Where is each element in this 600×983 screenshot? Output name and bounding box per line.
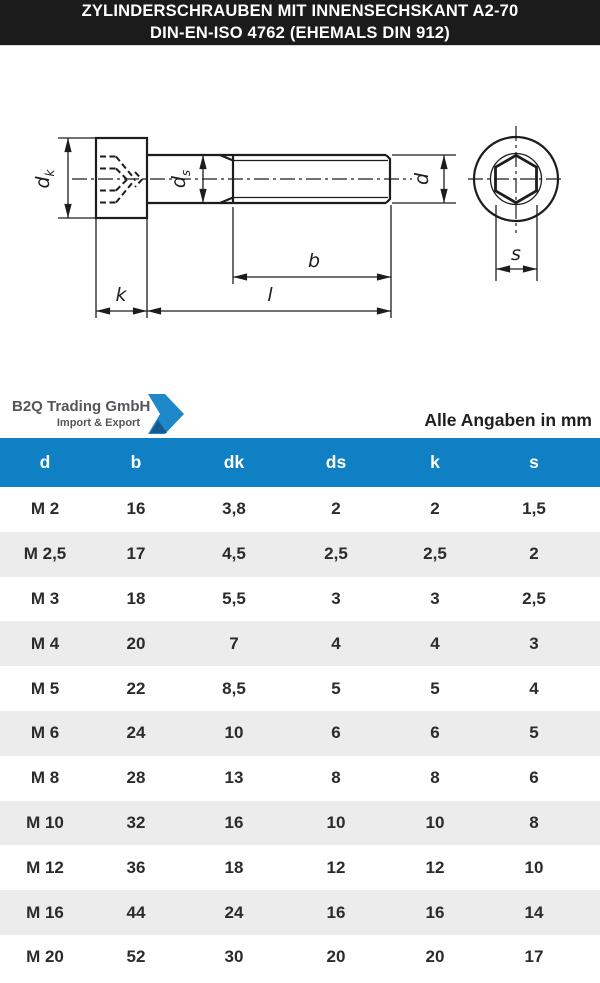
cell-d: M 4 xyxy=(30,633,60,653)
cell-dk: 3,8 xyxy=(222,499,246,519)
cell-ds: 6 xyxy=(331,723,341,743)
technical-drawing xyxy=(0,45,600,393)
cell-dk: 4,5 xyxy=(222,544,246,564)
table-row xyxy=(0,577,600,622)
cell-s: 4 xyxy=(529,678,539,698)
cell-dk: 5,5 xyxy=(222,588,246,608)
cell-k: 8 xyxy=(430,768,440,788)
svg-text:b: b xyxy=(307,250,321,272)
cell-ds: 2,5 xyxy=(324,544,348,564)
table-row xyxy=(0,935,600,980)
column-header-ds: ds xyxy=(325,452,347,472)
cell-dk: 13 xyxy=(224,768,244,788)
cell-b: 44 xyxy=(126,902,146,922)
table-row xyxy=(0,666,600,711)
title-line-1: ZYLINDERSCHRAUBEN MIT INNENSECHSKANT A2-70 xyxy=(81,2,519,21)
table-row xyxy=(0,845,600,890)
cell-b: 22 xyxy=(126,678,146,698)
column-header-k: k xyxy=(430,452,440,472)
cell-d: M 2 xyxy=(30,499,60,519)
cell-d: M 16 xyxy=(26,902,64,922)
svg-text:s: s xyxy=(511,243,521,265)
column-header-dk: dk xyxy=(223,452,245,472)
table-row xyxy=(0,487,600,532)
cell-s: 8 xyxy=(529,812,539,832)
cell-s: 5 xyxy=(529,723,539,743)
svg-text:l: l xyxy=(267,284,273,306)
table-body xyxy=(0,487,600,980)
cell-ds: 5 xyxy=(331,678,341,698)
cell-s: 1,5 xyxy=(522,499,546,519)
cell-ds: 16 xyxy=(326,902,346,922)
cell-k: 5 xyxy=(430,678,440,698)
svg-text:k: k xyxy=(115,284,127,306)
cell-d: M 6 xyxy=(30,723,60,743)
cell-d: M 3 xyxy=(30,588,60,608)
cell-dk: 16 xyxy=(224,812,244,832)
units-note: Alle Angaben in mm xyxy=(424,410,592,430)
svg-text:d: d xyxy=(411,172,433,186)
screw-side-view xyxy=(72,138,412,218)
cell-k: 16 xyxy=(425,902,445,922)
cell-d: M 2,5 xyxy=(23,544,67,564)
cell-b: 28 xyxy=(126,768,146,788)
title-banner xyxy=(0,0,600,46)
cell-k: 10 xyxy=(425,812,445,832)
cell-ds: 3 xyxy=(331,588,341,608)
cell-k: 2,5 xyxy=(423,544,447,564)
dimension-d xyxy=(392,155,456,203)
svg-text:ds: $d_s$ xyxy=(168,169,193,189)
cell-s: 3 xyxy=(529,633,539,653)
column-header-d: d xyxy=(39,452,51,472)
cell-dk: 10 xyxy=(224,723,244,743)
cell-dk: 30 xyxy=(224,947,244,967)
cell-k: 20 xyxy=(425,947,445,967)
cell-ds: 10 xyxy=(326,812,346,832)
cell-d: M 20 xyxy=(26,947,64,967)
table-row xyxy=(0,890,600,935)
cell-s: 2,5 xyxy=(522,588,546,608)
cell-d: M 5 xyxy=(30,678,60,698)
column-header-s: s xyxy=(529,452,539,472)
logo-tagline: Import & Export xyxy=(56,417,140,429)
cell-b: 17 xyxy=(126,544,146,564)
logo xyxy=(12,398,151,429)
cell-b: 20 xyxy=(126,633,146,653)
cell-b: 32 xyxy=(126,812,146,832)
dimension-table xyxy=(0,438,600,980)
cell-b: 24 xyxy=(126,723,146,743)
dimension-k-l xyxy=(96,218,391,318)
cell-d: M 8 xyxy=(30,768,60,788)
screw-end-view xyxy=(468,126,564,233)
cell-k: 6 xyxy=(430,723,440,743)
cell-k: 4 xyxy=(430,633,440,653)
dimension-dk xyxy=(32,138,96,218)
cell-dk: 24 xyxy=(224,902,244,922)
table-row xyxy=(0,801,600,846)
table-row xyxy=(0,711,600,756)
cell-ds: 8 xyxy=(331,768,341,788)
cell-s: 17 xyxy=(524,947,544,967)
cell-s: 2 xyxy=(529,544,539,564)
table-header-row xyxy=(0,438,600,487)
cell-b: 36 xyxy=(126,857,146,877)
logo-company-name: B2Q Trading GmbH xyxy=(12,398,151,415)
cell-k: 2 xyxy=(430,499,440,519)
column-header-b: b xyxy=(130,452,142,472)
cell-d: M 10 xyxy=(26,812,64,832)
title-line-2: DIN-EN-ISO 4762 (EHEMALS DIN 912) xyxy=(150,23,450,42)
cell-dk: 7 xyxy=(229,633,239,653)
svg-text:dk: $d_k$ xyxy=(32,169,57,189)
cell-d: M 12 xyxy=(26,857,64,877)
cell-k: 12 xyxy=(425,857,445,877)
cell-b: 16 xyxy=(126,499,146,519)
cell-b: 52 xyxy=(126,947,146,967)
cell-s: 6 xyxy=(529,768,539,788)
table-row xyxy=(0,532,600,577)
blue-chevron-arrow-icon xyxy=(147,392,187,436)
cell-s: 14 xyxy=(524,902,544,922)
table-row xyxy=(0,756,600,801)
cell-ds: 4 xyxy=(331,633,341,653)
cell-dk: 8,5 xyxy=(222,678,246,698)
cell-dk: 18 xyxy=(224,857,244,877)
cell-ds: 20 xyxy=(326,947,346,967)
cell-ds: 12 xyxy=(326,857,346,877)
cell-b: 18 xyxy=(126,588,146,608)
cell-ds: 2 xyxy=(331,499,341,519)
dimension-b xyxy=(233,205,391,318)
cell-s: 10 xyxy=(524,857,544,877)
table-row xyxy=(0,621,600,666)
cell-k: 3 xyxy=(430,588,440,608)
